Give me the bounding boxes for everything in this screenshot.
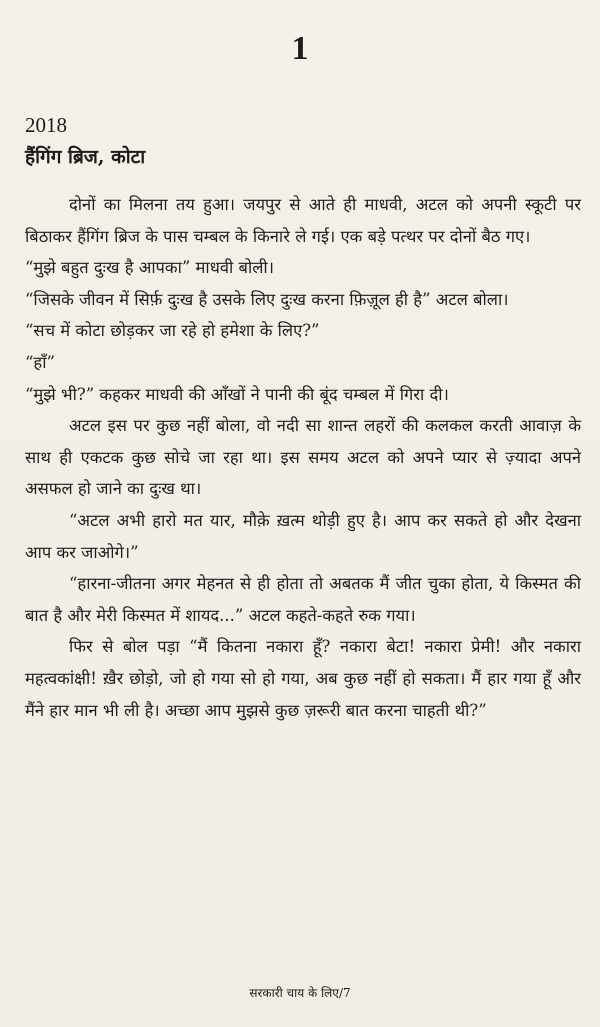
page-footer: सरकारी चाय के लिए/7 [249,986,351,1000]
paragraph: “अटल अभी हारो मत यार, मौक़े ख़त्म थोड़ी हुए है। आप कर सकते हो और देखना आप कर जाओगे।” [25,510,581,562]
chapter-body [25,189,581,726]
paragraph: “सच में कोटा छोड़कर जा रहे हो हमेशा के लिए?” [25,321,320,341]
paragraph: “मुझे भी?” कहकर माधवी की आँखों ने पानी की बूंद चम्बल में गिरा दी। [25,384,449,404]
paragraph: “हारना-जीतना अगर मेहनत से ही होता तो अबतक मैं जीत चुका होता, ये किस्मत की बात है और मेरी किस्मत में शायद...” अटल कहते-कहते रुक गया। [25,574,581,625]
section-year: 2018 [25,113,67,137]
chapter-number: 1 [291,30,309,67]
section-place: हैंगिंग ब्रिज, कोटा [25,146,146,168]
paragraph: “हाँ” [25,352,55,372]
paragraph: “जिसके जीवन में सिर्फ़ दुःख है उसके लिए दुःख करना फ़िज़ूल ही है” अटल बोला। [25,289,509,309]
paragraph: अटल इस पर कुछ नहीं बोला, वो नदी सा शान्त लहरों की कलकल करती आवाज़ के साथ ही एकटक कुछ सोचे जा रहा था। इस समय अटल को अपने प्यार से ज़्यादा अपने असफल हो जाने का दुःख था। [25,416,581,499]
paragraph: दोनों का मिलना तय हुआ। जयपुर से आते ही माधवी, अटल को अपनी स्कूटी पर बिठाकर हैंगिंग ब्रिज के पास चम्बल के किनारे ले गई। एक बड़े पत्थर पर दोनों बैठ गए। [25,195,581,246]
paragraph: “मुझे बहुत दुःख है आपका” माधवी बोली। [25,258,274,278]
paragraph: फिर से बोल पड़ा “मैं कितना नकारा हूँ? नकारा बेटा! नकारा प्रेमी! और नकारा महत्वकांक्षी! ख़ैर छोड़ो, जो हो गया सो हो गया, अब कुछ नहीं हो सकता। मैं हार गया हूँ और मैंने हार मान भी ली है। अच्छा आप मुझसे कुछ ज़रूरी बात करना चाहती थी?” [25,637,581,720]
